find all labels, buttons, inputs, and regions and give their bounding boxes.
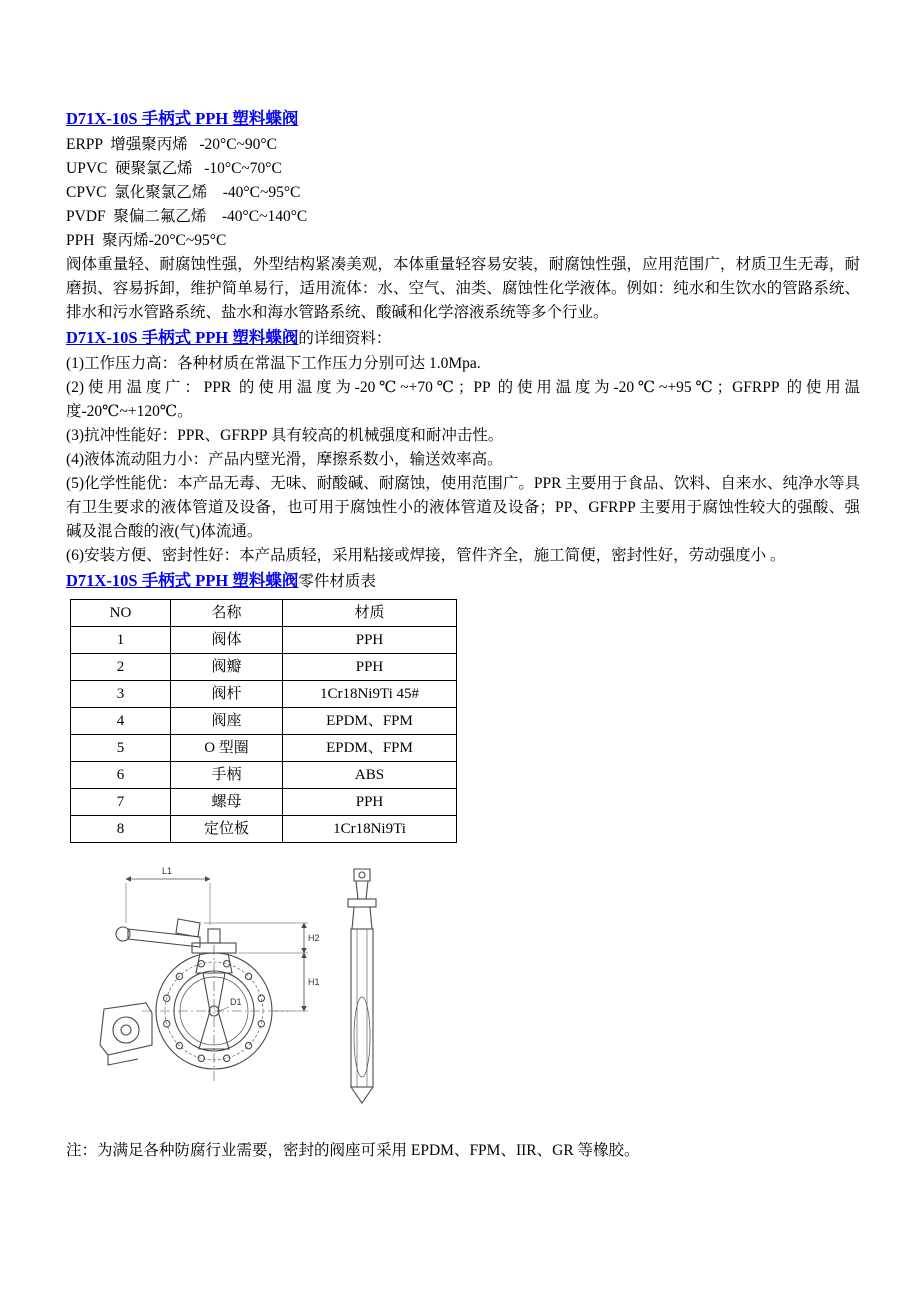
- product-title-link-1[interactable]: D71X-10S 手柄式 PPH 塑料蝶阀: [66, 109, 299, 128]
- table-header-name: 名称: [171, 600, 283, 627]
- cell-no: 7: [71, 789, 171, 816]
- table-row: [71, 789, 457, 816]
- cell-material: EPDM、FPM: [283, 735, 457, 762]
- cell-name: 定位板: [171, 816, 283, 843]
- section-heading-parts-table: [66, 568, 860, 595]
- table-row: [71, 762, 457, 789]
- cell-material: PPH: [283, 654, 457, 681]
- table-row: [71, 654, 457, 681]
- front-view: [116, 919, 288, 1081]
- cell-no: 8: [71, 816, 171, 843]
- cell-name: O 型圈: [171, 735, 283, 762]
- material-line: PVDF 聚偏二氟乙烯 -40°C~140°C: [66, 208, 308, 225]
- side-view: [348, 869, 376, 1103]
- table-row: [71, 816, 457, 843]
- product-title-link-3[interactable]: D71X-10S 手柄式 PPH 塑料蝶阀: [66, 571, 299, 590]
- detail-item-5: (5)化学性能优：本产品无毒、无味、耐酸碱、耐腐蚀，使用范围广。PPR 主要用于食品、饮料、自来水、纯净水等具有卫生要求的液体管道及设备，也可用于腐蚀性小的液体管道及设备；PP、GFRPP 主要用于腐蚀性较大的强酸、强碱及混合酸的液(气)体流通。: [66, 475, 860, 540]
- valve-drawing-figure: [82, 859, 860, 1119]
- material-temperature-list: [66, 133, 860, 253]
- cell-material: PPH: [283, 789, 457, 816]
- cell-material: EPDM、FPM: [283, 708, 457, 735]
- cell-no: 4: [71, 708, 171, 735]
- detail-item-4: (4)液体流动阻力小：产品内壁光滑，摩擦系数小，输送效率高。: [66, 451, 503, 468]
- cell-no: 6: [71, 762, 171, 789]
- cell-no: 2: [71, 654, 171, 681]
- cell-no: 3: [71, 681, 171, 708]
- cell-name: 阀体: [171, 627, 283, 654]
- cell-name: 阀座: [171, 708, 283, 735]
- intro-paragraph: 阀体重量轻、耐腐蚀性强，外型结构紧凑美观，本体重量轻容易安装，耐腐蚀性强，应用范围广，材质卫生无毒，耐磨损、容易拆卸，维护简单易行，适用流体：水、空气、油类、腐蚀性化学液体。例如：纯水和生饮水的管路系统、排水和污水管路系统、盐水和海水管路系统、酸碱和化学溶液系统等多个行业。: [66, 256, 860, 321]
- cell-no: 1: [71, 627, 171, 654]
- detail-item-3: (3)抗冲性能好：PPR、GFRPP 具有较高的机械强度和耐冲击性。: [66, 427, 504, 444]
- dim-label-h1: H1: [308, 977, 320, 987]
- product-title-link-2[interactable]: D71X-10S 手柄式 PPH 塑料蝶阀: [66, 328, 299, 347]
- parts-table-suffix-text: 零件材质表: [298, 573, 376, 590]
- dim-label-l1: L1: [162, 866, 173, 876]
- material-line: PPH 聚丙烯-20°C~95°C: [66, 232, 227, 249]
- cell-name: 螺母: [171, 789, 283, 816]
- cell-name: 手柄: [171, 762, 283, 789]
- details-suffix-text: 的详细资料：: [298, 330, 392, 347]
- cell-material: PPH: [283, 627, 457, 654]
- footnote: 注：为满足各种防腐行业需要，密封的阀座可采用 EPDM、FPM、IIR、GR 等橡胶。: [66, 1142, 640, 1159]
- dimension-lines: [126, 879, 308, 1011]
- detail-item-6: (6)安装方便、密封性好：本产品质轻，采用粘接或焊接，管件齐全，施工简便，密封性好，劳动强度小 。: [66, 547, 786, 564]
- table-header-row: [71, 600, 457, 627]
- material-line: UPVC 硬聚氯乙烯 -10°C~70°C: [66, 160, 282, 177]
- cell-material: 1Cr18Ni9Ti 45#: [283, 681, 457, 708]
- cell-name: 阀瓣: [171, 654, 283, 681]
- cell-material: 1Cr18Ni9Ti: [283, 816, 457, 843]
- table-row: [71, 708, 457, 735]
- table-row: [71, 681, 457, 708]
- table-header-material: 材质: [283, 600, 457, 627]
- parts-material-table: [70, 599, 457, 843]
- dim-label-d1: D1: [230, 997, 242, 1007]
- material-line: CPVC 氯化聚氯乙烯 -40°C~95°C: [66, 184, 301, 201]
- valve-technical-drawing: [82, 859, 412, 1111]
- table-row: [71, 627, 457, 654]
- detail-item-2: (2)使用温度广：PPR 的使用温度为-20℃~+70℃；PP 的使用温度为-20℃~+95℃；GFRPP 的使用温度-20℃~+120℃。: [66, 379, 860, 420]
- cell-material: ABS: [283, 762, 457, 789]
- details-list: [66, 352, 860, 568]
- material-line: ERPP 增强聚丙烯 -20°C~90°C: [66, 136, 277, 153]
- section-heading-details: [66, 325, 860, 352]
- section-heading-1: [66, 106, 860, 133]
- cell-no: 5: [71, 735, 171, 762]
- cell-name: 阀杆: [171, 681, 283, 708]
- dim-label-h2: H2: [308, 933, 320, 943]
- detail-item-1: (1)工作压力高：各种材质在常温下工作压力分别可达 1.0Mpa.: [66, 355, 481, 372]
- table-header-no: NO: [71, 600, 171, 627]
- bracket-detail: [100, 1003, 152, 1065]
- table-row: [71, 735, 457, 762]
